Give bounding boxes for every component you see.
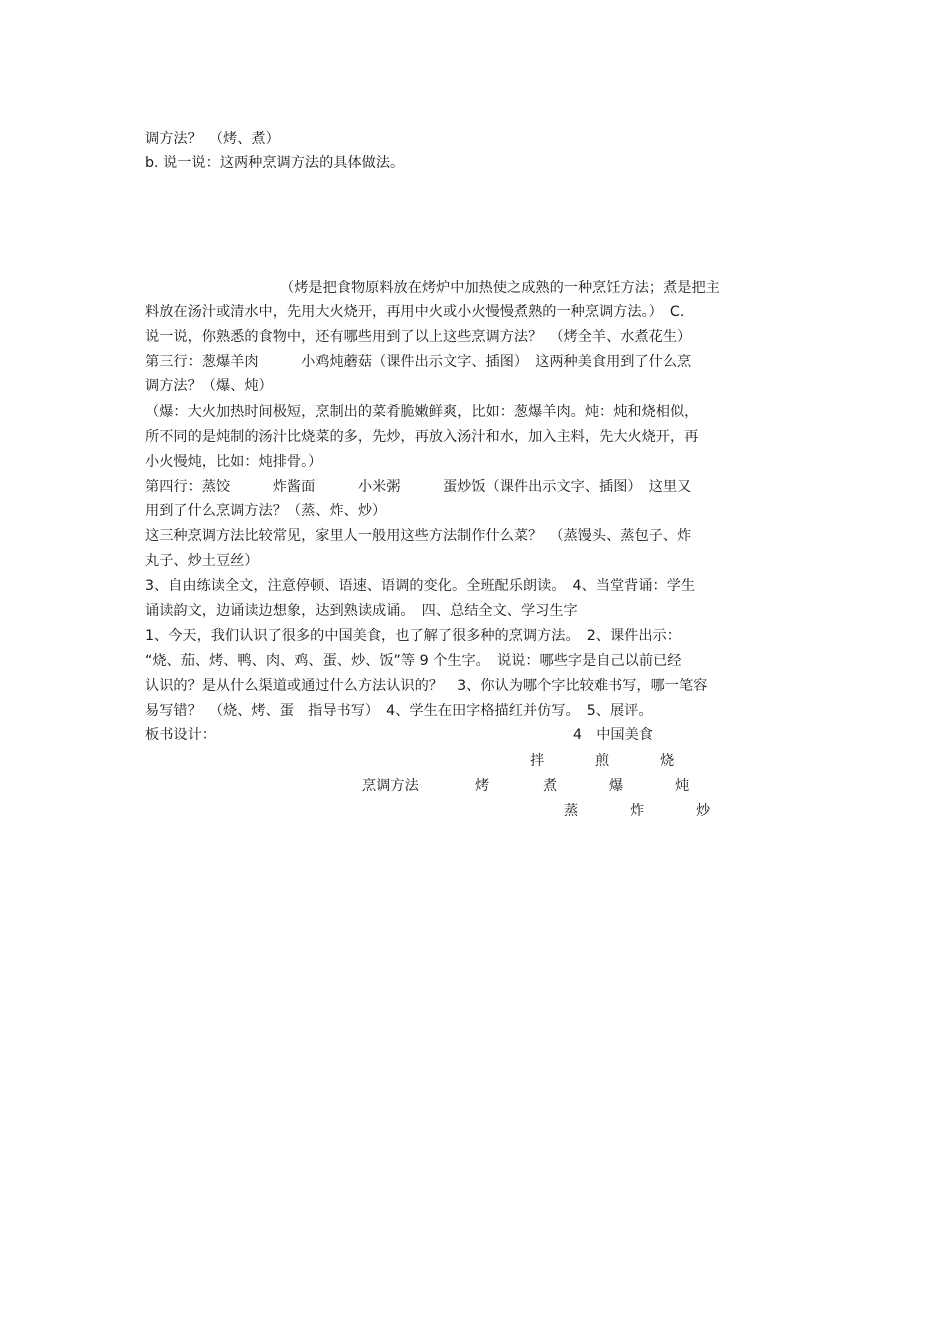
text-line: 3、自由练读全文，注意停顿、语速、语调的变化。全班配乐朗读。 4、当堂背诵：学生 (145, 578, 696, 594)
board-char: 爆 (609, 778, 624, 794)
board-char: 炸 (630, 803, 645, 819)
board-char: 拌 (530, 753, 545, 769)
text-line: “烧、茄、烤、鸭、肉、鸡、蛋、炒、饭”等 9 个生字。 说说：哪些字是自己以前已经 (145, 653, 682, 669)
text-line: 易写错？ （烧、烤、蛋 指导书写） 4、学生在田字格描红并仿写。 5、展评。 (145, 703, 653, 719)
board-label: 烹调方法 (362, 778, 419, 794)
text-line: 这三种烹调方法比较常见，家里人一般用这些方法制作什么菜？ （蒸馒头、蒸包子、炸 (145, 528, 692, 544)
board-heading: 板书设计： (145, 727, 216, 743)
text-line: 第三行：葱爆羊肉 小鸡炖蘑菇（课件出示文字、插图） 这两种美食用到了什么烹 (145, 354, 692, 370)
text-line: 诵读韵文，边诵读边想象，达到熟读成诵。 四、总结全文、学习生字 (145, 603, 578, 619)
text-line: 说一说，你熟悉的食物中，还有哪些用到了以上这些烹调方法？ （烤全羊、水煮花生） (145, 329, 692, 345)
text-line: 用到了什么烹调方法？（蒸、炸、炒） (145, 503, 387, 519)
board-char: 炒 (696, 803, 711, 819)
text-line: b. 说一说：这两种烹调方法的具体做法。 (145, 155, 405, 171)
board-char: 蒸 (564, 803, 579, 819)
text-line: 丸子、炒土豆丝） (145, 553, 259, 569)
text-line: 认识的？是从什么渠道或通过什么方法认识的？ 3、你认为哪个字比较难书写，哪一笔容 (145, 678, 708, 694)
board-char: 煮 (543, 778, 558, 794)
text-line: 料放在汤汁或清水中，先用大火烧开，再用中火或小火慢慢煮熟的一种烹调方法。） C. (145, 304, 685, 320)
text-line: 所不同的是炖制的汤汁比烧菜的多，先炒，再放入汤汁和水，加入主料，先大火烧开，再 (145, 429, 699, 445)
text-line: 调方法？（爆、炖） (145, 378, 273, 394)
text-line: （烤是把食物原料放在烤炉中加热使之成熟的一种烹饪方法；煮是把主 (280, 280, 720, 296)
text-line: 小火慢炖，比如：炖排骨。） (145, 454, 323, 470)
board-char: 炖 (675, 778, 690, 794)
text-line: （爆：大火加热时间极短，烹制出的菜肴脆嫩鲜爽，比如：葱爆羊肉。炖：炖和烧相似， (145, 404, 699, 420)
text-line: 第四行：蒸饺 炸酱面 小米粥 蛋炒饭（课件出示文字、插图） 这里又 (145, 479, 692, 495)
board-title: 4 中国美食 (573, 727, 653, 743)
text-line: 1、今天，我们认识了很多的中国美食，也了解了很多种的烹调方法。 2、课件出示： (145, 628, 681, 644)
board-char: 煎 (595, 753, 610, 769)
board-char: 烧 (660, 753, 675, 769)
board-char: 烤 (475, 778, 490, 794)
text-line: 调方法？ （烤、煮） (145, 131, 280, 147)
